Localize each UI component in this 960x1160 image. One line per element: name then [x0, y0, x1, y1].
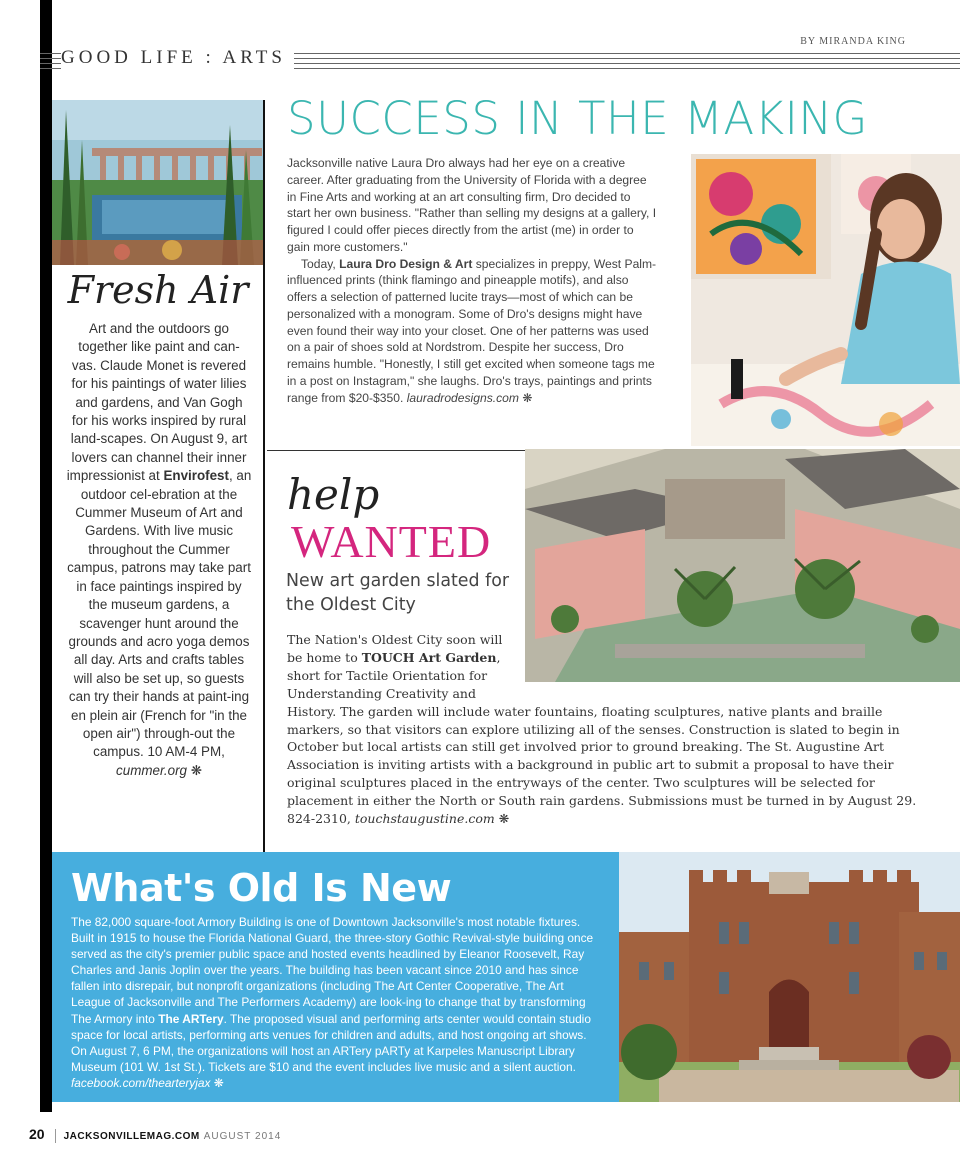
envirofest-name: Envirofest: [163, 468, 229, 484]
success-paragraph-2: [287, 256, 657, 407]
footer-date: AUGUST 2014: [203, 1131, 282, 1142]
garden-name: TOUCH Art Garden: [361, 649, 497, 665]
page-number: 20: [29, 1126, 45, 1142]
help-wanted-subtitle: New art garden slated for the Oldest City: [286, 571, 509, 615]
footer-separator: [55, 1129, 56, 1143]
help-text-narrow-post: , short for Tactile Orientation for Understanding Creativity and: [287, 649, 501, 701]
touchstaugustine-link[interactable]: touchstaugustine.com: [354, 811, 495, 827]
page-footer: [29, 1126, 281, 1143]
page-edge-rule: [40, 0, 52, 1112]
end-mark-icon: ❋: [522, 390, 533, 405]
garden-painting-image: [52, 100, 264, 265]
success-text-pre: Today,: [301, 256, 340, 271]
fresh-air-text-1: Art and the outdoors go together like paint and can-vas. Claude Monet is revered for his paintings of water lilies and gardens, and Van Gogh for his works inspired by rural land-scapes. On August 9, art lovers can channel their inner impressionist at: [66, 321, 248, 484]
fresh-air-title: Fresh Air: [67, 268, 249, 312]
armory-building-photo: [619, 852, 960, 1102]
old-text-pre: The 82,000 square-foot Armory Building is one of Downtown Jacksonville's most notable fixtures. Built in 1915 to house the Florida National Guard, the three-story Gothic Revival-style building once served as the city's premier public space and hosted events headlined by Eleanor Roosevelt, Ray Charles and Janis Joplin over the years. The building has been vacant since 2010 and has since fallen into disrepair, but nonprofit organizations (including The Art Center Cooperative, The Art League of Jacksonville and The Performers Academy) are look-ing to change that by transforming The Armory into: [71, 915, 594, 1026]
end-mark-icon: ❋: [498, 811, 510, 827]
cummer-link[interactable]: cummer.org: [116, 762, 187, 778]
help-narrow-text: [287, 631, 515, 703]
success-paragraph-1: Jacksonville native Laura Dro always had her eye on a creative career. After graduating from the University of Florida with a degree in Fine Arts and working at an art consulting firm, Dro decided to start her own business. "Rather than selling my designs at a gallery, I figured I could offer pieces directly from the artist (me) in order to gain more customers.": [287, 156, 657, 254]
wanted-title: WANTED: [291, 516, 492, 567]
help-title: help: [287, 470, 380, 519]
old-is-new-body: [71, 914, 605, 1091]
fresh-air-text-2: , an outdoor cel-ebration at the Cummer Museum of Art and Gardens. With live music throughout the Cummer campus, patrons may take part in face paintings inspired by the museum gardens, a scavenger hunt around the grounds and acro yoga demos all day. Arts and crafts tables will also be set up, so guests can try their hands at paint-ing en plein air (French for "in the open air") through-out the campus. 10 AM-4 PM,: [67, 468, 252, 760]
brand-name: Laura Dro Design & Art: [339, 256, 473, 271]
end-mark-icon: ❋: [190, 762, 202, 778]
column-divider: [263, 100, 265, 852]
footer-site: JACKSONVILLEMAG.COM: [63, 1131, 200, 1142]
help-text-pre: The Nation's Oldest City soon will be home to: [287, 632, 503, 665]
byline: BY MIRANDA KING: [800, 36, 906, 47]
success-title: SUCCESS IN THE MAKING: [287, 92, 868, 145]
section-title: GOOD LIFE : ARTS: [61, 47, 294, 69]
help-wide-text: [287, 703, 917, 828]
artery-name: The ARTery: [158, 1011, 224, 1026]
success-body: [287, 155, 657, 406]
old-text-post: . The proposed visual and performing arts center would contain studio space for local artists, performing arts venues for children and adults, and host ongoing art shows. On August 7, 6 PM, the organizations will host an ARTery pARTy at Karpeles Manuscript Library Museum (101 W. 1st St.). Tickets are $10 and the event includes live music and a silent auction.: [71, 1011, 591, 1074]
lauradro-link[interactable]: lauradrodesigns.com: [406, 390, 519, 405]
old-is-new-title: What's Old Is New: [71, 866, 452, 910]
help-text-wide: History. The garden will include water fountains, floating sculptures, native plants and braille markers, so that visitors can explore utilizing all of the senses. Construction is slated to begin in October but local artists can still get involved prior to ground breaking. The St. Augustine Art Association is inviting artists with a background in public art to submit a proposal to have their original sculptures placed in the entryways of the center. Two sculptures will be selected for placement in either the North or South rain gardens. Submissions must be turned in by August 29. 824-2310,: [287, 703, 917, 827]
fresh-air-body: [66, 320, 252, 780]
end-mark-icon: ❋: [213, 1075, 224, 1090]
help-wanted-body: [287, 631, 917, 828]
success-text-post: specializes in preppy, West Palm-influenced prints (think flamingo and pineapple motifs), and also offers a selection of patterned lucite trays—most of which can be personalized with a monogram. Some of Dro's designs might have even found their way into your closet. One of her patterns was used on a pair of shoes sold at Nordstrom. Despite her success, Dro remains humble. "Honestly, I still get excited when someone tags me in a post on Instagram," she laughs. Dro's trays, paintings and prints range from $20-$350.: [287, 256, 657, 405]
facebook-link[interactable]: facebook.com/thearteryjax: [71, 1075, 211, 1090]
artist-painting-photo: [691, 154, 960, 446]
